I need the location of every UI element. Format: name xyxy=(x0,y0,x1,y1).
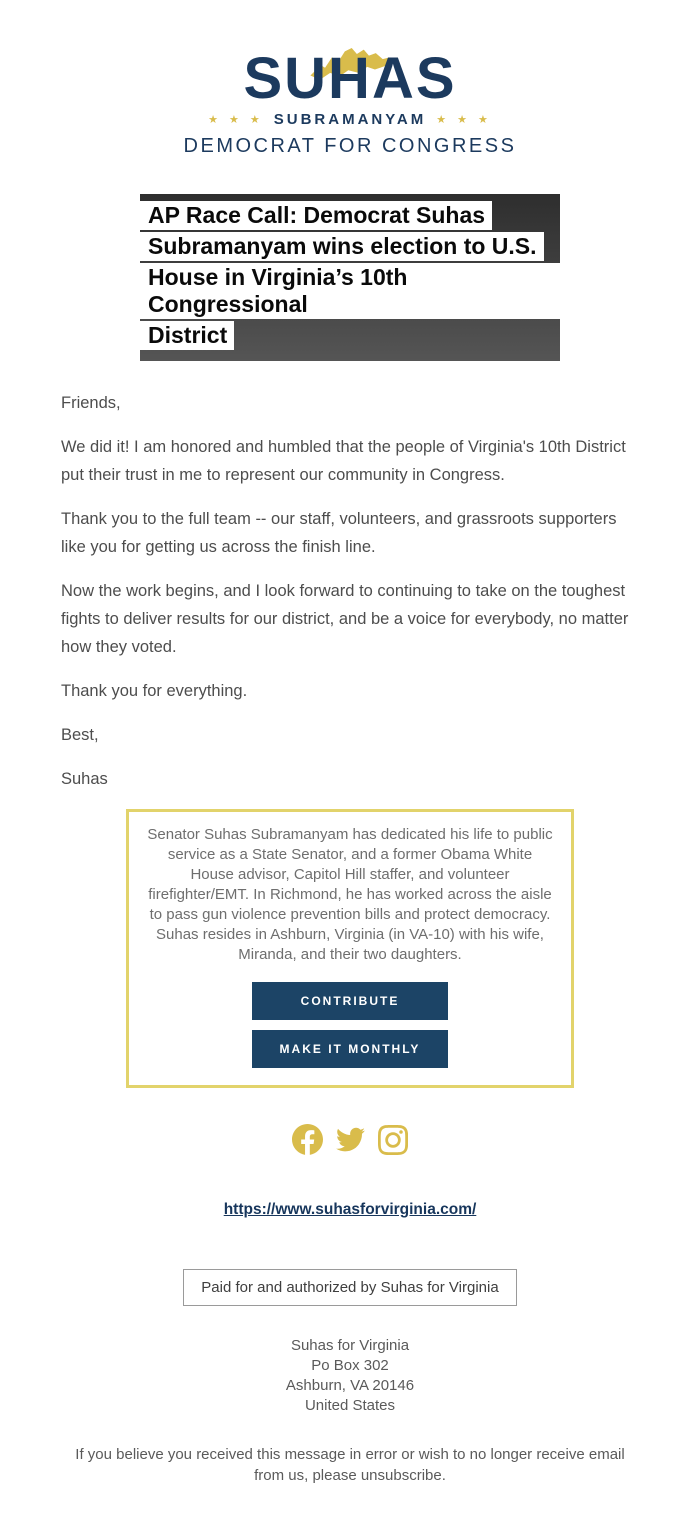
mailing-address xyxy=(0,1336,700,1416)
paragraph: Thank you to the full team -- our staff, volunteers, and grassroots supporters like you for getting us across the finish line. xyxy=(61,510,617,556)
logo-name: SUHAS xyxy=(243,46,457,111)
paid-for-disclaimer: Paid for and authorized by Suhas for Virginia xyxy=(183,1269,516,1306)
paragraph: Now the work begins, and I look forward to continuing to take on the toughest fights to deliver results for our district, and be a voice for everybody, no matter how they voted. xyxy=(61,582,629,656)
address-line: Suhas for Virginia xyxy=(290,1337,410,1354)
stars-left-icon: ★ ★ ★ xyxy=(208,114,264,126)
headline-image xyxy=(140,194,560,361)
facebook-icon[interactable] xyxy=(292,1124,323,1155)
logo-tagline: DEMOCRAT FOR CONGRESS xyxy=(183,135,517,157)
paragraph-signature: Suhas xyxy=(61,770,108,788)
paragraph-signoff: Best, xyxy=(61,726,99,744)
paragraph-greeting: Friends, xyxy=(61,394,121,412)
stars-right-icon: ★ ★ ★ xyxy=(436,114,492,126)
address-line: Po Box 302 xyxy=(311,1357,389,1374)
address-line: Ashburn, VA 20146 xyxy=(285,1377,415,1394)
paragraph: Thank you for everything. xyxy=(61,682,248,700)
campaign-logo xyxy=(0,46,700,158)
paragraph: We did it! I am honored and humbled that the people of Virginia's 10th District put their trust in me to represent our community in Congress. xyxy=(61,438,626,484)
logo-subname: SUBRAMANYAM xyxy=(273,111,427,128)
headline-line: Subramanyam wins election to U.S. xyxy=(140,232,544,261)
headline-line: House in Virginia’s 10th Congressional xyxy=(140,263,560,319)
website-link[interactable]: https://www.suhasforvirginia.com/ xyxy=(223,1201,477,1218)
headline-line: AP Race Call: Democrat Suhas xyxy=(140,201,492,230)
bio-text: Senator Suhas Subramanyam has dedicated his life to public service as a State Senator, and a former Obama White House advisor, Capitol Hill staffer, and volunteer firefighter/EMT. In Richmond, he has worked across the aisle to pass gun violence prevention bills and protect democracy. Suhas resides in Ashburn, Virginia (in VA-10) with his wife, Miranda, and their two daughters. xyxy=(147,826,553,963)
website-link-row xyxy=(0,1201,700,1219)
social-links xyxy=(0,1124,700,1155)
bio-box xyxy=(126,809,574,1088)
message-body xyxy=(61,389,639,793)
contribute-button[interactable]: CONTRIBUTE xyxy=(252,982,448,1020)
make-it-monthly-button[interactable]: MAKE IT MONTHLY xyxy=(252,1030,448,1068)
twitter-icon[interactable] xyxy=(336,1125,365,1154)
instagram-icon[interactable] xyxy=(378,1125,408,1155)
unsubscribe-note: If you believe you received this message in error or wish to no longer receive email from us, please unsubscribe. xyxy=(75,1446,625,1484)
address-line: United States xyxy=(304,1397,396,1414)
headline-line: District xyxy=(140,321,234,350)
